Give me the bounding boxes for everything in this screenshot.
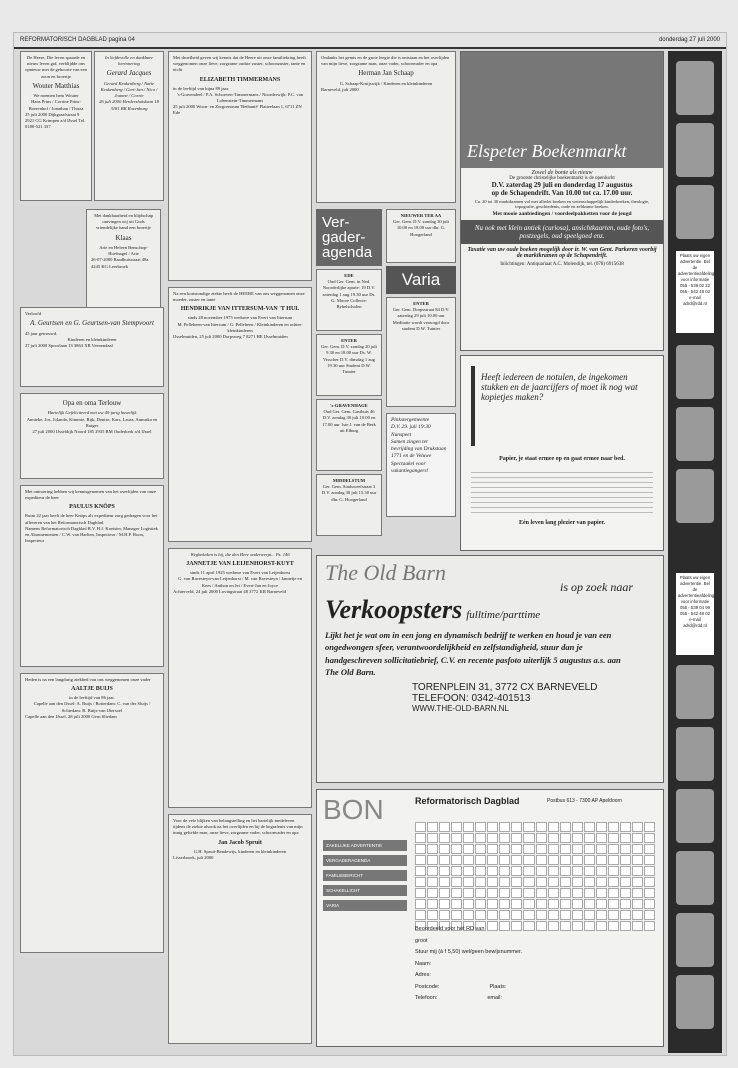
agenda-title [316, 209, 382, 266]
cat-photo-3 [676, 913, 714, 967]
old-barn-address: TORENPLEIN 31, 3772 CX BARNEVELD [412, 682, 598, 694]
market-offer: Met mooie aanbiedingen / voordeelpakketten voor de jeugd [492, 211, 632, 217]
agenda-item-title: MIDDELSTUM [332, 478, 366, 483]
newspaper-page [13, 32, 727, 1056]
bon-address: Postbus 613 - 7300 AP Apeldoorn [547, 798, 622, 804]
memoriam-gerard [94, 51, 164, 201]
varia-line: Spectaakel voor vakantiegangers! [391, 460, 429, 475]
varia-line: Samen zingen ter bevrijding van Drukstaan 1771 en de Veluwe [391, 438, 447, 460]
market-photo [461, 52, 663, 168]
agenda-item-text: Ger. Gem. D.V. zondag 30 juli 10.00 en 18.00 uur dhr. G. Hoogerland [393, 219, 449, 237]
agenda-left [316, 209, 382, 536]
agenda-item-title: NIEUWER TER AA [400, 213, 442, 218]
bon-paper: Reformatorisch Dagblad [415, 796, 520, 806]
announcement-address: Achterveld, 24 juli 2000 Lovingstraat 48 3772 KR Barneveld [173, 588, 286, 594]
announcement-family: G.H. Spruit-Bendewijs, kinderen en kleinkinderen [193, 848, 287, 854]
announcement-family: Gerard Keukenberg / Natie Keukenberg / Gert-Jan / Nico / Joanne / Corrie [100, 80, 158, 99]
varia-title: Varia [386, 266, 456, 294]
kitten-photo [676, 123, 714, 177]
announcement-text: Wegbekeken is hij, die den Here onderwerpt... Ps. 146 [190, 552, 290, 557]
agenda-item-text: Ger. Gem. Stadsweefstraat 3 D.V. zondag 30 juli 15.30 uur dhr. G. Hoogerland [321, 484, 377, 502]
announcement-name: A. Geurtsen en G. Geurtsen-van Stempvoort [30, 319, 154, 328]
announcement-sub: sinds 28 november 1975 weduwe van Evert van Ittersum [187, 315, 293, 321]
old-barn-website: WWW.THE-OLD-BARN.NL [412, 704, 509, 714]
announcement-name: PAULUS KNÖPS [69, 504, 115, 511]
bon-field-postcode[interactable]: Postcode: [415, 983, 440, 990]
header-right: donderdag 27 juli 2000 [658, 37, 720, 43]
bon-field-size[interactable]: groot [415, 937, 428, 944]
column-2 [94, 51, 164, 201]
old-barn-fulltime: fulltime/parttime [466, 609, 541, 621]
market-taxatie: Taxatie van uw oude boeken mogelijk door ir. W. van Gent. Parkeren voorbij de marktkramen op de Schapendrift. [467, 247, 657, 259]
announcement-text: Verloofd [25, 311, 42, 316]
column-1-wide [20, 209, 164, 953]
agenda-title-line-2: gader- [322, 229, 366, 246]
old-barn-title: The Old Barn [325, 560, 446, 585]
agenda-item-text: Ger. Gem. Dorpsstraat 84 D.V. zaterdag 29 juli 10.00 uur Meditatie wordt verzorgd door student D.W. Tuinier [392, 307, 450, 331]
announcement-family: Annieke, Jos, Jolanda, Kimmie, Rijk, Denise, Kars, Laura, Annuska en Rutger [26, 416, 158, 428]
old-barn-body: Lijkt het je wat om in een jong en dynamisch bedrijf te werken en houd je van een ongedwongen sfeer, verantwoordelijkheid en zelfstandigheid, stuur dan je handgeschreven sollicitatiebrief, C.V. en recente pasfoto uiterlijk 5 augustus a.s. aan The Old Barn. [325, 630, 621, 677]
market-title: Elspeter Boekenmarkt [467, 141, 627, 161]
baby-photo-2 [676, 665, 714, 719]
cat-photo [676, 61, 714, 115]
announcement-name: Jan Jacob Spruit [218, 839, 262, 846]
announcement-name: JANNETJE VAN LEIJENHORST-KUYT [186, 561, 294, 568]
paper-slogan: Eén leven lang plezier van papier. [518, 520, 605, 526]
announcement-family: Kinderen en kleinkinderen [67, 336, 117, 342]
agenda-item-title: ENTER [341, 338, 357, 343]
film-strip [668, 51, 722, 1053]
announcement-text: Heden is na een langdurig ziekbed van ons weggenomen onze vader [25, 677, 151, 682]
announcement-name: Gerard Jacques [106, 69, 152, 78]
announcement-family: Arie en Heleen Benschop-Hoefnagel / Arie [99, 245, 148, 257]
agenda-item [316, 334, 382, 396]
bon-option[interactable]: SCHAKELLICHT [323, 885, 407, 896]
market-info: Inlichtingen: Antiquariaat A.C. Molendijk, tel. (078) 6915638 [500, 262, 624, 267]
paper-line: Papier, je staat ermee op en gaat ermee naar bed. [499, 456, 625, 462]
announcement-family: Capelle aan den IJssel: A. Buijs / Rotterdam: C. van der Sluijs / Schiedam: B. Buijs-van IJtersoel [33, 701, 151, 713]
old-barn-phone: TELEFOON: 0342-401513 [412, 693, 531, 705]
announcement-name: AALTJE BUIJS [71, 686, 113, 693]
bon-field-address[interactable]: Adres: [415, 972, 431, 979]
paper-ad [460, 355, 664, 551]
bon-option[interactable]: FAMILIEBERICHT [323, 870, 407, 881]
announcement-address: 25 juli 2000 Dijkgraafstraat 9 2921 CG Krimpen a/d IJssel Tel. 0180-521 337 [25, 111, 86, 130]
bon-fields [415, 924, 655, 1005]
market-date: D.V. zaterdag 29 juli en donderdag 17 augustus [491, 181, 633, 189]
announcement-name: Hartelijk Gefeliciteerd met uw 40-jarig huwelijk [47, 410, 137, 416]
market-antique: Nu ook met klein antiek (curiosa), ansichtkaarten, oude foto's, postzegels, oud speelgoed enz. [461, 220, 663, 244]
order-form [316, 789, 664, 1047]
market-subtitle: Zowel de bonte als nieuw [531, 170, 593, 176]
thanks-spruit [168, 814, 312, 1044]
strip-ad-box-2: Plaats uw eigen advertentie. Bel de advertentieafdeling voor informatie 055 - 539 04 99 055 - 542 48 02 e-mail adrd@rdd.nl [676, 573, 714, 655]
old-barn-sub: is op zoek naar [560, 580, 633, 594]
announcement-sub: sinds 11 april 1925 weduwe van Evert van Leijenhorst [189, 570, 291, 576]
agenda-item [386, 297, 456, 407]
child-photo [676, 975, 714, 1029]
announcement-family: 's-Gravendeel / P.A. Schoeven-Timmermans / Noorderwijk: P.C. van Lobenstein-Timmermans [176, 91, 304, 104]
bon-field-phone[interactable]: Telefoon: [415, 995, 438, 1002]
agenda-item [386, 209, 456, 263]
announcement-family: M. Pellebeen-van Ittersum / G. Pellebeen / Kleinkinderen en achter-kleinkinderen [177, 321, 303, 333]
agenda-item [316, 474, 382, 536]
announcement-text: Met ontroering hebben wij kennisgenomen van het overlijden van onze expediteur de heer [25, 489, 157, 501]
anniversary-geurtsen [20, 307, 164, 387]
announcement-family: G. van Ravesteyn-van Leijenhorst / M. van Ravesteyn / Jannetje en Kees / Anthon en Jet / Evert-Jan en Joyce [178, 576, 302, 588]
announcement-text: Met droefheid geven wij kennis dat de Heere uit onze familiekring heeft weggenomen onze lieve, zorgzame oudste zuster, schoonzuster, tante en nicht [173, 55, 306, 73]
obituary-van-leijenhorst [168, 548, 312, 808]
announcement-sub: 45 jaar getrouwd. [25, 330, 58, 336]
bird-photo [676, 407, 714, 461]
paper-quote: Heeft iedereen de notulen, de ingekomen stukken en de jaarcijfers of moet ik nog wat kopietjes maken? [471, 366, 653, 446]
announcement-address: IJsselmuiden, 25 juli 2000 Dorpsweg 7 8271 HE IJsselmuiden [173, 334, 288, 340]
column-4 [316, 51, 456, 203]
announcement-address: 27 juli 2000 IJsseldijk Noord 185 2935 BM Ouderkerk a/d IJssel [32, 429, 152, 434]
market-description: Ca. 20 tot 30 marktkramen vol met allerlei boeken en wetenschappelijk kinderboeken, theologie, topografie, geschiedenis, oude en zeldzame boeken. [474, 199, 650, 209]
announcement-text: In liefdevolle en dankbare herinnering [105, 55, 153, 67]
announcement-address: 27 juli 2000 Spoorlaan 13 3863 XB Veenendaal [25, 343, 113, 348]
agenda-item-text: Ger. Gem. D.V. zondag 20 juli 9.30 en 18.00 uur Ds. W. Visscher D.V. dinsdag 1 aug 19.30 uur Student D.W. Tuinier [321, 344, 377, 374]
varia-line: Pinkstergemeente [391, 417, 430, 423]
announcement-text: Na een kortstondige ziekte heeft de HEERE van ons weggenomen onze moeder, zuster en tante [173, 291, 305, 303]
announcement-address: Capelle aan den IJssel, 28 juli 2000 Gern Sliedam [25, 713, 117, 719]
car-photo [676, 345, 714, 399]
old-barn-ad [316, 555, 664, 783]
announcement-sub: We noemen hem Wouter [33, 93, 79, 99]
announcement-text: De Heere, Die leven spaarde en nieuw leven gaf, verblijdde ons opnieuw met de geboorte van een zoon en broertje [25, 55, 87, 79]
column-1 [20, 51, 92, 201]
paper-body-text [471, 468, 653, 514]
announcement-address: Barneveld, juli 2000 [321, 87, 359, 92]
bon-option[interactable]: VERGADERAGENDA [323, 855, 407, 866]
agenda-title-line-1: Ver- [322, 214, 350, 231]
announcement-name: ELIZABETH TIMMERMANS [199, 76, 281, 83]
agenda-item-title: ENTER [413, 301, 429, 306]
announcement-name: Herman Jan Schaap [358, 69, 414, 78]
old-barn-big: Verkoopsters [325, 595, 463, 624]
announcement-sub: Ruim 22 jaar heeft de heer Knöps als expediteur zorg gedragen voor het afleveren van het Reformatorisch Dagblad. [25, 513, 158, 525]
elspeet-book-market-ad [460, 51, 664, 351]
obituary-van-ittersum [168, 287, 312, 542]
announcement-address: 25 juli 2000 Woon- en Zorgcentrum 'Bethanië' Platteelaan 1, 6711 ZN Ede [173, 104, 302, 116]
agenda-right [386, 209, 456, 517]
varia-handwritten-ad [386, 413, 456, 517]
announcement-address: 26-07-2000 Raadhuisstraat 48a 4245 KG Leerbroek [91, 257, 149, 269]
announcement-sub: in de leeftijd van 86 jaar. [69, 695, 115, 701]
thanks-schaap [316, 51, 456, 203]
agenda-item [316, 269, 382, 331]
bon-title: BON [323, 794, 384, 825]
header-left: REFORMATORISCH DAGBLAD pagina 04 [20, 37, 135, 43]
anniversary-terlouw [20, 393, 164, 479]
obituary-knops [20, 485, 164, 667]
bon-field-date[interactable]: Beoordeeld voor het RD van [415, 926, 485, 932]
agenda-item [316, 399, 382, 471]
agenda-item-text: Oud Ger. Gem. in Ned. Noorderlijke aparte: 19 D.V. zaterdag 1 aug 19.30 uur Ds. G. Moore Collecte: Bybelscholen [322, 279, 376, 309]
dog-photo [676, 789, 714, 843]
announcement-text: Ondanks het gemis en de grote leegte die is ontstaan en het overlijden van mijn lieve, zorgzame man, onze vader, schoonvader en opa [321, 55, 450, 67]
bon-options [323, 840, 407, 915]
bon-field-name[interactable]: Naam: [415, 960, 432, 967]
agenda-title-line-3: agenda [322, 244, 373, 261]
announcement-family: G. Schaap-Kruijswijk / Kinderen en kleinkinderen [339, 80, 433, 86]
bon-field-place[interactable]: Plaats: [489, 983, 507, 990]
birth-announcement-wouter [20, 51, 92, 201]
strip-ad-box: Plaats uw eigen advertentie. Bel de advertentieafdeling voor informatie 055 - 539 02 22 055 - 542 48 02 e-mail adrd@rdd.nl [676, 251, 714, 333]
varia-line: D.V. 29. juli 19:30 Nunspeet [391, 424, 431, 438]
agenda-item-title: 's-GRAVENHAGE [330, 403, 368, 408]
market-location: op de Schapendrift. Van 10.00 tot ca. 17.00 uur. [491, 189, 633, 197]
flower-photo [676, 185, 714, 239]
page-header [14, 33, 726, 49]
announcement-name: Wouter Matthias [32, 81, 80, 90]
bon-option[interactable]: ZAKELIJKE ADVERTENTIE [323, 840, 407, 851]
announcement-sub: in de leeftijd van bijna 89 jaar. [173, 85, 229, 91]
announcement-text: Voor de vele blijken van belangstelling en het hartelijk medeleven tijdens de ziekte alsook na het overlijden en bij de begrafenis van mijn innig geliefde man, onze lieve, zorgzame vader, schoonvader en opa [173, 818, 303, 836]
announcement-name: HENDRIKJE VAN ITTERSUM-VAN 'T HUL [180, 306, 300, 313]
announcement-address: Lisserbroek, juli 2000 [173, 854, 214, 860]
agenda-item-title: EDE [344, 273, 354, 278]
birth-announcement-klaas [86, 209, 161, 309]
agenda-item-text: Oud Ger. Gem. Gasthuis 46 D.V. zondag 30 juli 10.00 en 17.00 uur 1ste J. van de Berk uit Elburg [322, 409, 376, 433]
bon-field-email[interactable]: email: [487, 995, 502, 1002]
baby-photo-3 [676, 851, 714, 905]
obituary-buijs [20, 673, 164, 953]
announcement-address: 26 juli 2000 Herdershuislaan 18 3181 BK Rozenburg [99, 99, 159, 111]
announcement-family: Namens Reformatorisch Dagblad B.V. H.J. Koetsier, Manager Logistiek en Abonnementen / C.W. van Harlten, Inspecteur / M.H.P. Boon, Inspecteur [25, 525, 158, 544]
obituary-timmermans [168, 51, 312, 281]
announcement-text: Opa en oma Terlouw [62, 399, 122, 407]
market-line: De grootste christelijke boekenmarkt is de openlucht [509, 176, 615, 181]
announcement-family: Hans Prins / Corrine Prins-Boerenhof / Jonathan / Thirza [28, 99, 84, 111]
announcement-text: Met dankbaarheid en blijdschap ontvingen wij uit Gods vriendelijke hand een broertje [94, 213, 153, 231]
bon-text-grid[interactable] [415, 822, 655, 931]
cat-photo-2 [676, 727, 714, 781]
bon-field-copy[interactable]: Stuur mij (à f 5,50) wel/geen bewijsnummer. [415, 949, 522, 956]
column-3 [168, 51, 312, 1044]
baby-photo [676, 469, 714, 523]
bon-option[interactable]: VARIA [323, 900, 407, 911]
announcement-name: Klaas [115, 233, 132, 242]
